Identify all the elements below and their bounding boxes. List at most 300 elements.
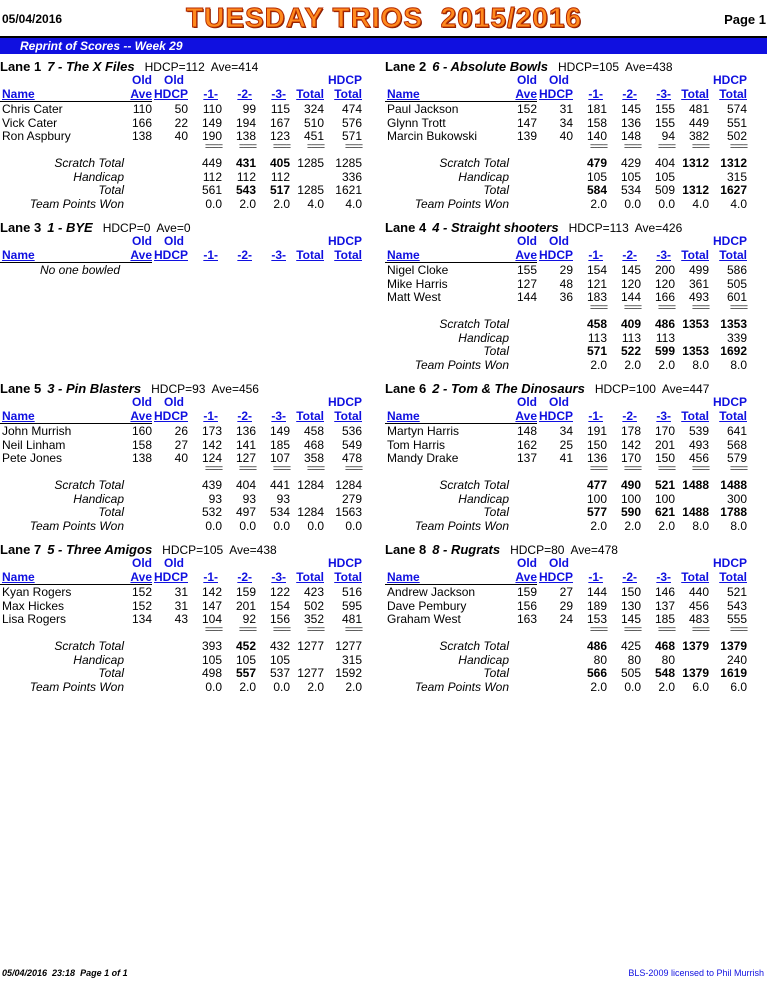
- col-old-hdcp-top: Old: [549, 234, 569, 248]
- player-g3: 123: [269, 129, 290, 143]
- player-total: 493: [688, 437, 709, 452]
- handicap-row-g3: 113: [655, 331, 675, 345]
- separator-mark: ====: [657, 463, 675, 473]
- scratch-total-g3: 486: [654, 317, 675, 331]
- lane-title: [0, 59, 258, 74]
- player-total: 499: [688, 263, 709, 277]
- team-points-row-htotal: 4.0: [345, 197, 362, 211]
- player-g3: 155: [654, 115, 675, 130]
- col-game2: -2-: [237, 248, 252, 262]
- total-row-g2: 557: [235, 666, 256, 680]
- col-hdcp: HDCP: [538, 409, 573, 423]
- col-hdcp-total-top: HDCP: [327, 73, 362, 87]
- handicap-row-g2: 112: [236, 170, 256, 184]
- col-old-hdcp-top: Old: [164, 234, 184, 248]
- total-row-g1: 584: [586, 183, 607, 197]
- player-old-hdcp: 29: [559, 598, 573, 613]
- total-row-htotal: 1788: [720, 505, 747, 519]
- col-game3: -3-: [656, 409, 671, 423]
- separator-mark: ====: [204, 141, 222, 151]
- col-hdcp-total: Total: [719, 248, 747, 262]
- handicap-row-g2: 113: [621, 331, 641, 345]
- separator-mark: ====: [657, 624, 675, 634]
- team-name: 2 - Tom & The Dinosaurs: [432, 381, 585, 396]
- player-g2: 141: [235, 437, 256, 452]
- total-row-g3: 534: [269, 505, 290, 519]
- col-total: Total: [681, 570, 709, 584]
- col-total: Total: [681, 409, 709, 423]
- lane-number: Lane 2: [385, 59, 427, 74]
- team-points-row-g3: 2.0: [273, 197, 290, 211]
- lane-block: [0, 381, 383, 536]
- col-ave: Ave: [515, 248, 537, 262]
- total-row-total: 1488: [682, 505, 709, 519]
- scratch-total-total: 1312: [682, 156, 709, 170]
- player-g2: 142: [620, 437, 641, 452]
- player-old-ave: 162: [516, 437, 537, 452]
- handicap-row-g2: 105: [235, 653, 256, 667]
- total-row-total: 1353: [682, 344, 709, 358]
- player-htotal: 521: [726, 585, 747, 599]
- player-old-hdcp: 25: [559, 437, 573, 452]
- team-average: Ave=426: [634, 221, 683, 235]
- player-old-ave: 147: [516, 115, 537, 130]
- footer-timestamp: 05/04/2016 23:18 Page 1 of 1: [2, 968, 128, 978]
- player-total: 493: [688, 290, 709, 304]
- handicap-row-htotal: 336: [341, 170, 362, 184]
- col-ave: Ave: [130, 570, 152, 584]
- col-game2: -2-: [622, 248, 637, 262]
- player-g3: 170: [654, 424, 675, 438]
- team-points-row-g2: 2.0: [239, 680, 256, 694]
- player-name: Ron Aspbury: [2, 129, 71, 143]
- scratch-total-g1: 486: [586, 639, 607, 653]
- col-hdcp: HDCP: [538, 570, 573, 584]
- player-g1: 124: [201, 451, 222, 465]
- report-title: TUESDAY TRIOS 2015/2016: [186, 2, 582, 33]
- scratch-total-total: 1488: [682, 478, 709, 492]
- player-total: 352: [303, 612, 324, 626]
- total-row-htotal: 1627: [720, 183, 747, 197]
- player-old-ave: 110: [132, 102, 152, 116]
- scratch-total-total: 1284: [297, 478, 324, 492]
- col-name: Name: [2, 87, 35, 101]
- player-g3: 156: [269, 612, 290, 626]
- total-row-g1: 498: [201, 666, 222, 680]
- team-points-row-htotal: 6.0: [730, 680, 747, 694]
- player-g2: 136: [620, 115, 641, 130]
- total-row-label: Total: [98, 183, 124, 197]
- total-row-g3: 599: [654, 344, 675, 358]
- separator-mark: ====: [729, 624, 747, 634]
- player-total: 382: [688, 129, 709, 143]
- player-htotal: 502: [726, 129, 747, 143]
- report-date: 05/04/2016: [2, 12, 63, 26]
- player-htotal: 481: [341, 612, 362, 626]
- team-average: Ave=438: [625, 60, 673, 74]
- separator-mark: ====: [623, 141, 641, 151]
- player-htotal: 579: [726, 451, 747, 465]
- player-old-hdcp: 31: [174, 598, 188, 613]
- total-row-total: 1284: [297, 505, 324, 519]
- player-g1: 142: [201, 585, 222, 599]
- col-old-hdcp-top: Old: [549, 556, 569, 570]
- col-game2: -2-: [622, 87, 637, 101]
- player-old-ave: 160: [131, 424, 152, 438]
- total-row-label: Total: [483, 505, 509, 519]
- player-total: 361: [688, 276, 709, 291]
- player-name: Nigel Cloke: [387, 263, 449, 277]
- total-row-g2: 522: [620, 344, 641, 358]
- team-points-row-g2: 2.0: [624, 519, 641, 533]
- team-points-row-htotal: 4.0: [730, 197, 747, 211]
- scratch-total-g2: 490: [620, 478, 641, 492]
- handicap-row-htotal: 300: [726, 492, 747, 506]
- separator-mark: ====: [691, 141, 709, 151]
- handicap-row-g1: 112: [202, 170, 222, 184]
- player-g1: 183: [586, 290, 607, 304]
- team-points-row-g3: 0.0: [658, 197, 675, 211]
- total-row-total: 1312: [682, 183, 709, 197]
- separator-mark: ====: [589, 463, 607, 473]
- col-game1: -1-: [203, 87, 218, 101]
- scratch-total-g2: 429: [620, 156, 641, 170]
- lane-title: [0, 220, 191, 235]
- player-g1: 150: [586, 437, 607, 452]
- col-old-ave-top: Old: [517, 234, 537, 248]
- col-hdcp-total-top: HDCP: [712, 556, 747, 570]
- team-points-row-label: Team Points Won: [29, 519, 124, 533]
- scratch-total-g3: 405: [269, 156, 290, 170]
- team-average: Ave=447: [661, 382, 710, 396]
- team-points-row-total: 6.0: [692, 680, 709, 694]
- player-htotal: 516: [341, 585, 362, 599]
- separator-mark: ====: [344, 141, 362, 151]
- player-name: Max Hickes: [2, 598, 65, 613]
- player-g2: 150: [620, 585, 641, 599]
- scratch-total-total: 1353: [682, 317, 709, 331]
- player-total: 456: [688, 598, 709, 613]
- team-points-row-total: 8.0: [692, 358, 709, 372]
- total-row-g3: 537: [269, 666, 290, 680]
- player-g2: 130: [620, 598, 641, 613]
- col-game1: -1-: [588, 409, 603, 423]
- col-old-ave-top: Old: [132, 73, 152, 87]
- player-htotal: 568: [726, 437, 747, 452]
- col-old-hdcp-top: Old: [549, 395, 569, 409]
- player-g3: 166: [654, 290, 675, 304]
- total-row-total: 1379: [682, 666, 709, 680]
- handicap-row-label: Handicap: [458, 331, 509, 345]
- team-points-row-g1: 0.0: [205, 197, 222, 211]
- player-total: 510: [303, 115, 324, 130]
- col-name: Name: [2, 570, 35, 584]
- col-total: Total: [681, 87, 709, 101]
- scratch-total-htotal: 1285: [335, 156, 362, 170]
- player-g1: 153: [586, 612, 607, 626]
- lane-title: [385, 59, 673, 74]
- handicap-row-g1: 80: [593, 653, 607, 667]
- total-row-total: 1277: [297, 666, 324, 680]
- scratch-total-g3: 404: [654, 156, 675, 170]
- team-average: Ave=0: [156, 221, 191, 235]
- handicap-row-label: Handicap: [458, 492, 509, 506]
- separator-mark: ====: [657, 302, 675, 312]
- separator-mark: ====: [729, 463, 747, 473]
- col-hdcp-total-top: HDCP: [327, 234, 362, 248]
- player-g1: 110: [202, 102, 222, 116]
- player-old-ave: 127: [516, 276, 537, 291]
- total-row-label: Total: [98, 505, 124, 519]
- team-points-row-g2: 0.0: [239, 519, 256, 533]
- col-old-hdcp-top: Old: [164, 395, 184, 409]
- scratch-total-total: 1277: [297, 639, 324, 653]
- player-g2: 194: [235, 115, 256, 130]
- total-row-htotal: 1592: [335, 666, 362, 680]
- player-htotal: 536: [341, 424, 362, 438]
- handicap-row-htotal: 339: [726, 331, 747, 345]
- separator-mark: ====: [238, 141, 256, 151]
- separator-mark: ====: [589, 302, 607, 312]
- scratch-total-htotal: 1277: [335, 639, 362, 653]
- player-g3: 149: [269, 424, 290, 438]
- col-hdcp: HDCP: [153, 87, 188, 101]
- player-old-ave: 155: [516, 263, 537, 277]
- player-old-ave: 166: [131, 115, 152, 130]
- handicap-row-g2: 93: [242, 492, 256, 506]
- team-points-row-total: 0.0: [307, 519, 324, 533]
- player-old-ave: 138: [131, 129, 152, 143]
- col-hdcp-total-top: HDCP: [712, 395, 747, 409]
- scratch-total-g3: 468: [654, 639, 675, 653]
- team-points-row-label: Team Points Won: [414, 680, 509, 694]
- player-total: 458: [303, 424, 324, 438]
- total-row-htotal: 1692: [720, 344, 747, 358]
- week-banner: [0, 36, 767, 54]
- handicap-row-htotal: 315: [726, 170, 747, 184]
- player-htotal: 576: [341, 115, 362, 130]
- player-g3: 146: [654, 585, 675, 599]
- col-game3: -3-: [656, 87, 671, 101]
- player-g2: 148: [620, 129, 641, 143]
- scratch-total-g1: 458: [586, 317, 607, 331]
- player-g3: 201: [654, 437, 675, 452]
- separator-mark: ====: [729, 141, 747, 151]
- separator-mark: ====: [691, 624, 709, 634]
- team-points-row-total: 4.0: [307, 197, 324, 211]
- player-g3: 185: [654, 612, 675, 626]
- col-name: Name: [2, 248, 35, 262]
- lane-block: [385, 59, 768, 214]
- player-old-ave: 138: [131, 451, 152, 465]
- scratch-total-g2: 452: [235, 639, 256, 653]
- lane-title: [385, 220, 682, 235]
- col-hdcp-total-top: HDCP: [712, 234, 747, 248]
- team-points-row-label: Team Points Won: [29, 680, 124, 694]
- col-hdcp-total-top: HDCP: [712, 73, 747, 87]
- team-hdcp: HDCP=112: [144, 60, 205, 74]
- scratch-total-label: Scratch Total: [439, 478, 509, 492]
- scratch-total-label: Scratch Total: [439, 156, 509, 170]
- no-one-bowled-note: No one bowled: [40, 263, 121, 277]
- separator-mark: ====: [204, 463, 222, 473]
- scratch-total-g2: 425: [620, 639, 641, 653]
- player-old-ave: 144: [516, 290, 537, 304]
- player-htotal: 574: [726, 102, 747, 116]
- scratch-total-label: Scratch Total: [54, 639, 124, 653]
- player-htotal: 505: [726, 276, 747, 291]
- col-total: Total: [296, 409, 324, 423]
- scratch-total-htotal: 1284: [335, 478, 362, 492]
- scratch-total-label: Scratch Total: [439, 639, 509, 653]
- player-g2: 145: [620, 263, 641, 277]
- player-g1: 142: [201, 437, 222, 452]
- separator-mark: ====: [306, 463, 324, 473]
- separator-mark: ====: [272, 463, 290, 473]
- col-total: Total: [681, 248, 709, 262]
- handicap-row-g3: 105: [654, 170, 675, 184]
- scratch-total-g1: 439: [201, 478, 222, 492]
- player-name: Kyan Rogers: [2, 585, 72, 599]
- team-points-row-g3: 2.0: [658, 519, 675, 533]
- total-row-label: Total: [483, 183, 509, 197]
- team-hdcp: HDCP=105: [162, 543, 224, 557]
- separator-mark: ====: [691, 302, 709, 312]
- scratch-total-label: Scratch Total: [439, 317, 509, 331]
- player-g3: 167: [269, 115, 290, 130]
- lane-number: Lane 8: [385, 542, 427, 557]
- total-row-g1: 571: [586, 344, 607, 358]
- team-points-row-g2: 2.0: [624, 358, 641, 372]
- player-htotal: 551: [726, 115, 747, 130]
- scratch-total-g1: 449: [201, 156, 222, 170]
- scratch-total-label: Scratch Total: [54, 478, 124, 492]
- team-points-row-g1: 2.0: [590, 680, 607, 694]
- handicap-row-g1: 113: [587, 331, 607, 345]
- lane-number: Lane 4: [385, 220, 427, 235]
- col-hdcp-total: Total: [719, 409, 747, 423]
- separator-mark: ====: [729, 302, 747, 312]
- player-old-hdcp: 31: [174, 585, 188, 599]
- page-number: Page 1: [724, 12, 766, 27]
- player-htotal: 478: [341, 451, 362, 465]
- col-game3: -3-: [271, 87, 286, 101]
- player-old-hdcp: 22: [174, 115, 188, 130]
- separator-mark: ====: [204, 624, 222, 634]
- lane-number: Lane 3: [0, 220, 42, 235]
- col-ave: Ave: [515, 409, 537, 423]
- col-old-ave-top: Old: [132, 395, 152, 409]
- player-name: John Murrish: [2, 424, 72, 438]
- team-points-row-label: Team Points Won: [29, 197, 124, 211]
- player-old-hdcp: 50: [174, 102, 188, 116]
- separator-mark: ====: [344, 463, 362, 473]
- handicap-row-g2: 105: [620, 170, 641, 184]
- col-old-hdcp-top: Old: [164, 73, 184, 87]
- team-points-row-total: 8.0: [692, 519, 709, 533]
- handicap-row-label: Handicap: [73, 170, 124, 184]
- lane-block: [0, 542, 383, 697]
- player-g3: 115: [270, 102, 290, 116]
- player-total: 324: [303, 102, 324, 116]
- player-g3: 122: [269, 585, 290, 599]
- team-points-row-htotal: 8.0: [730, 358, 747, 372]
- player-g2: 99: [242, 102, 256, 116]
- player-old-hdcp: 40: [174, 129, 188, 143]
- player-g2: 120: [620, 276, 641, 291]
- lane-block: [0, 220, 383, 375]
- player-htotal: 571: [341, 129, 362, 143]
- total-row-g2: 590: [620, 505, 641, 519]
- player-g1: 144: [586, 585, 607, 599]
- handicap-row-g2: 80: [627, 653, 641, 667]
- total-row-g1: 577: [586, 505, 607, 519]
- col-old-ave-top: Old: [517, 556, 537, 570]
- handicap-row-htotal: 315: [341, 653, 362, 667]
- lane-block: [385, 381, 768, 536]
- team-hdcp: HDCP=100: [594, 382, 656, 396]
- player-old-ave: 159: [516, 585, 537, 599]
- player-g3: 185: [269, 437, 290, 452]
- footer-license: BLS-2009 licensed to Phil Murrish: [628, 968, 764, 978]
- handicap-row-g1: 105: [586, 170, 607, 184]
- col-hdcp-total-top: HDCP: [327, 556, 362, 570]
- player-name: Matt West: [387, 290, 441, 304]
- separator-mark: ====: [589, 624, 607, 634]
- player-g2: 145: [620, 102, 641, 116]
- col-ave: Ave: [130, 248, 152, 262]
- total-row-htotal: 1621: [335, 183, 362, 197]
- separator-mark: ====: [344, 624, 362, 634]
- lane-title: [385, 381, 709, 396]
- player-name: Andrew Jackson: [387, 585, 476, 599]
- player-name: Dave Pembury: [387, 598, 467, 613]
- player-total: 456: [688, 451, 709, 465]
- player-name: Graham West: [387, 612, 461, 626]
- player-htotal: 543: [726, 598, 747, 613]
- scratch-total-htotal: 1353: [720, 317, 747, 331]
- col-name: Name: [387, 87, 420, 101]
- player-g1: 158: [586, 115, 607, 130]
- player-old-hdcp: 43: [174, 612, 188, 626]
- col-old-ave-top: Old: [517, 395, 537, 409]
- player-old-ave: 134: [131, 612, 152, 626]
- player-total: 440: [688, 585, 709, 599]
- handicap-row-g2: 100: [620, 492, 641, 506]
- col-game1: -1-: [203, 248, 218, 262]
- scratch-total-htotal: 1379: [720, 639, 747, 653]
- team-average: Ave=456: [211, 382, 259, 396]
- handicap-row-label: Handicap: [458, 653, 509, 667]
- player-g3: 150: [654, 451, 675, 465]
- player-htotal: 586: [726, 263, 747, 277]
- player-old-hdcp: 34: [559, 115, 573, 130]
- handicap-row-g1: 100: [586, 492, 607, 506]
- total-row-g1: 561: [201, 183, 222, 197]
- player-total: 539: [688, 424, 709, 438]
- scratch-total-total: 1379: [682, 639, 709, 653]
- player-g1: 190: [201, 129, 222, 143]
- col-hdcp-total: Total: [719, 87, 747, 101]
- handicap-row-htotal: 279: [341, 492, 362, 506]
- player-g1: 140: [586, 129, 607, 143]
- col-name: Name: [387, 570, 420, 584]
- team-points-row-label: Team Points Won: [414, 358, 509, 372]
- player-old-hdcp: 27: [559, 585, 573, 599]
- player-g1: 136: [586, 451, 607, 465]
- player-name: Paul Jackson: [387, 102, 459, 116]
- player-g3: 155: [654, 102, 675, 116]
